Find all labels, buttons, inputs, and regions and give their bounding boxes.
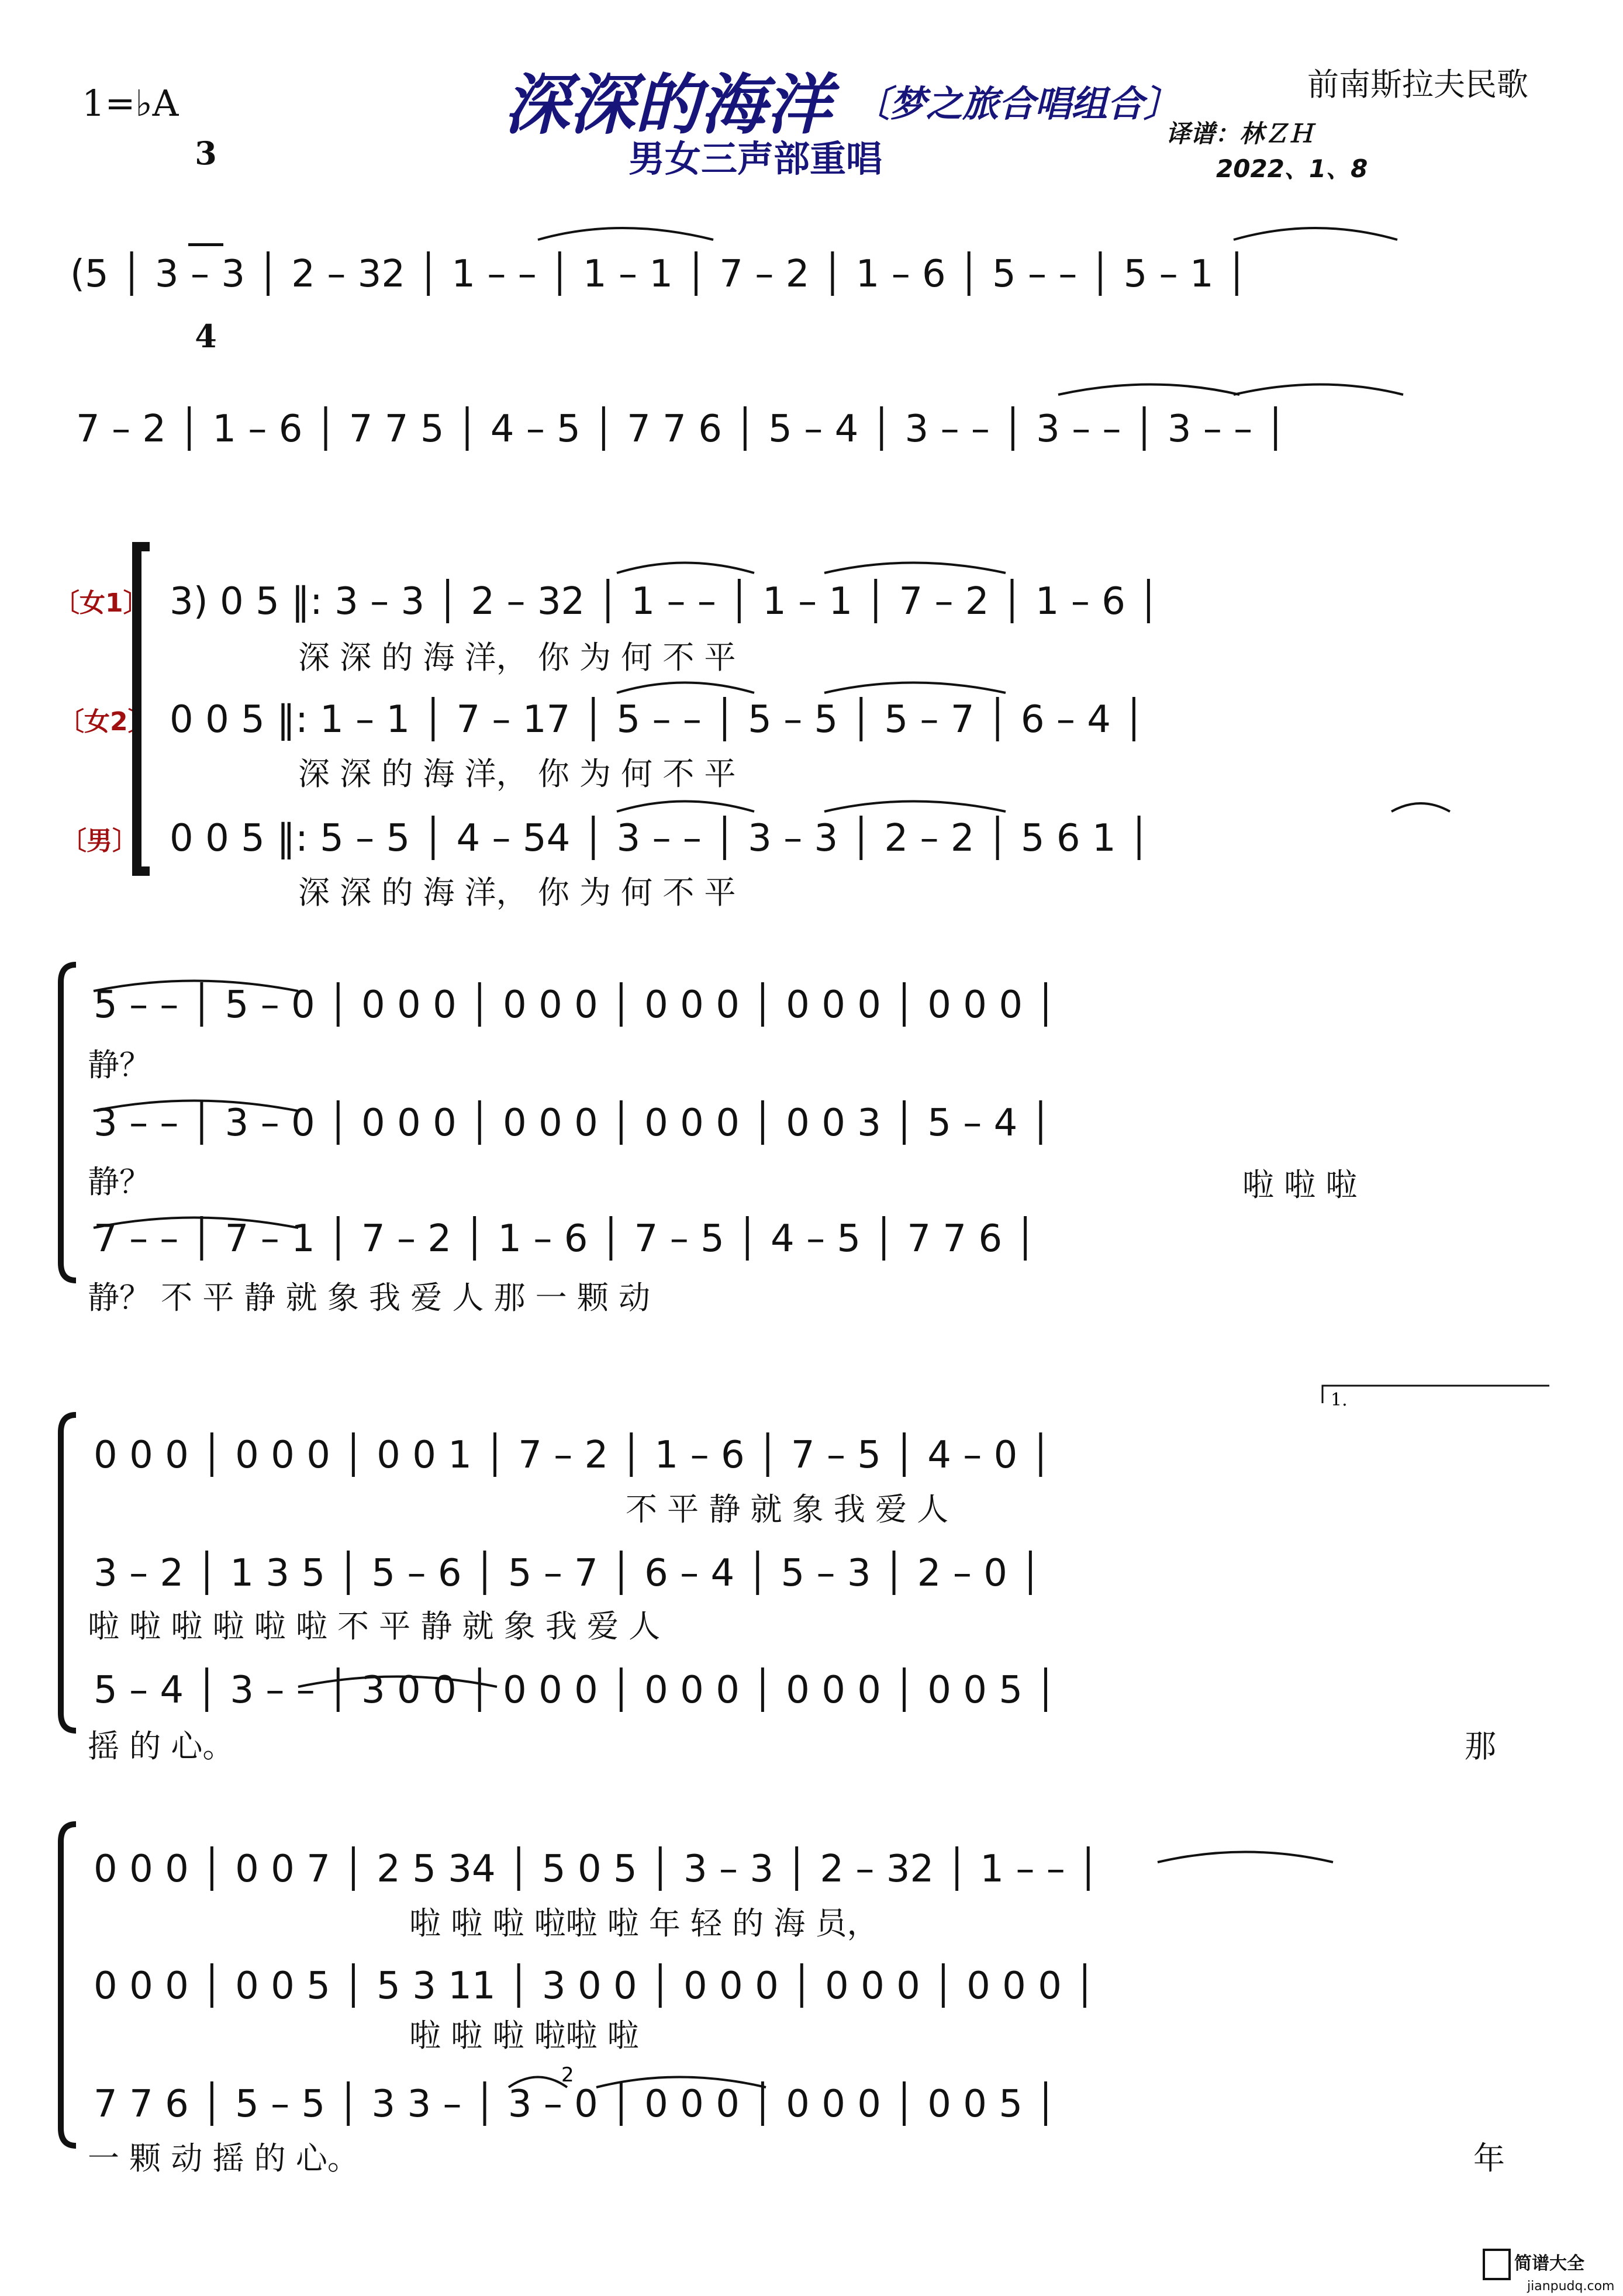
system-brace bbox=[61, 965, 76, 1280]
m-lyrics-system3-b: 那 bbox=[1465, 1728, 1496, 1765]
f1-lyrics-system2: 静？ bbox=[88, 1047, 151, 1083]
m-lyrics-system4-b: 年 bbox=[1473, 2140, 1505, 2177]
slur bbox=[1058, 385, 1239, 395]
m-lyrics-system2: 静？ 不 平 静 就 象 我 爱 人 那 一 颗 动 bbox=[88, 1279, 650, 1316]
f2-lyrics-system2-a: 静？ bbox=[88, 1163, 151, 1200]
f1-notes-system2: 5 – – │ 5 – 0 │ 0 0 0 │ 0 0 0 │ 0 0 0 │ 0 0 0 │ 0 0 0 │ bbox=[94, 983, 1057, 1027]
slur bbox=[1158, 1852, 1333, 1863]
f1-notes-system3: 0 0 0 │ 0 0 0 │ 0 0 1 │ 7 – 2 │ 1 – 6 │ 7 – 5 │ 4 – 0 │ bbox=[94, 1434, 1052, 1477]
intro-line-2: 7 – 2 │ 1 – 6 │ 7 7 5 │ 4 – 5 │ 7 7 6 │ 5 – 4 │ 3 – – │ 3 – – │ 3 – – │ bbox=[76, 408, 1287, 451]
intro-line-1: (5 │ 3 – 3 │ 2 – 32 │ 1 – – │ 1 – 1 │ 7 – 2 │ 1 – 6 │ 5 – – │ 5 – 1 │ bbox=[70, 253, 1248, 296]
watermark-logo-icon bbox=[1483, 2249, 1511, 2280]
m-notes-system3: 5 – 4 │ 3 – – │ 3 0 0 │ 0 0 0 │ 0 0 0 │ 0 0 0 │ 0 0 5 │ bbox=[94, 1669, 1057, 1712]
song-origin: 前南斯拉夫民歌 bbox=[1307, 66, 1528, 103]
watermark-name: 简谱大全 bbox=[1514, 2253, 1584, 2274]
time-signature-bottom: 4 bbox=[195, 317, 217, 355]
arrangement-date: 2022、1、8 bbox=[1216, 154, 1368, 183]
slur bbox=[824, 563, 1006, 574]
f2-notes-system4: 0 0 0 │ 0 0 5 │ 5 3 11 │ 3 0 0 │ 0 0 0 │ 0 0 0 │ 0 0 0 │ bbox=[94, 1964, 1096, 2008]
m-notes-system1: 0 0 5 ‖: 5 – 5 │ 4 – 54 │ 3 – – │ 3 – 3 │ 2 – 2 │ 5 6 1 │ bbox=[170, 817, 1151, 860]
slur bbox=[824, 802, 1006, 812]
part-label-male: 〔男〕 bbox=[61, 826, 138, 856]
f1-lyrics-system3: 不 平 静 就 象 我 爱 人 bbox=[626, 1491, 949, 1528]
f1-lyrics-system4: 啦 啦 啦 啦啦 啦 年 轻 的 海 员， bbox=[409, 1905, 879, 1942]
f2-lyrics-system4: 啦 啦 啦 啦啦 啦 bbox=[409, 2017, 639, 2054]
arranger-credit: 译谱：林ＺＨ bbox=[1166, 119, 1314, 148]
part-label-female2: 〔女2〕 bbox=[58, 707, 154, 737]
f2-notes-system1: 0 0 5 ‖: 1 – 1 │ 7 – 17 │ 5 – – │ 5 – 5 │ 5 – 7 │ 6 – 4 │ bbox=[170, 698, 1145, 741]
f2-lyrics-system2-b: 啦 啦 啦 bbox=[1242, 1166, 1358, 1203]
slur bbox=[1391, 803, 1450, 812]
system-bracket bbox=[137, 547, 150, 871]
volta-number: 1. bbox=[1331, 1390, 1348, 1410]
slur bbox=[617, 683, 754, 693]
m-lyrics-system4-a: 一 颗 动 摇 的 心。 bbox=[88, 2140, 359, 2177]
grace-note: 2 bbox=[561, 2063, 574, 2087]
f1-notes-system1: 3) 0 5 ‖: 3 – 3 │ 2 – 32 │ 1 – – │ 1 – 1 │ 7 – 2 │ 1 – 6 │ bbox=[170, 580, 1160, 623]
f2-notes-system2: 3 – – │ 3 – 0 │ 0 0 0 │ 0 0 0 │ 0 0 0 │ 0 0 3 │ 5 – 4 │ bbox=[94, 1102, 1052, 1145]
key-signature: 1=♭A bbox=[82, 82, 179, 125]
slur bbox=[617, 563, 754, 574]
song-subtitle: 〔梦之旅合唱组合〕 bbox=[854, 82, 1180, 125]
song-title: 深深的海洋 bbox=[504, 67, 831, 143]
m-notes-system2: 7 – – │ 7 – 1 │ 7 – 2 │ 1 – 6 │ 7 – 5 │ 4 – 5 │ 7 7 6 │ bbox=[94, 1217, 1037, 1261]
slur bbox=[1234, 228, 1397, 240]
system-brace bbox=[61, 1824, 76, 2146]
slur bbox=[824, 683, 1006, 693]
volta-bracket bbox=[1322, 1386, 1549, 1403]
m-lyrics-system1: 深 深 的 海 洋， 你 为 何 不 平 bbox=[298, 874, 736, 911]
system-brace bbox=[61, 1415, 76, 1731]
time-signature-top: 3 bbox=[195, 134, 217, 172]
part-label-female1: 〔女1〕 bbox=[54, 588, 149, 618]
f2-lyrics-system1: 深 深 的 海 洋， 你 为 何 不 平 bbox=[298, 755, 736, 792]
f2-notes-system3: 3 – 2 │ 1 3 5 │ 5 – 6 │ 5 – 7 │ 6 – 4 │ 5 – 3 │ 2 – 0 │ bbox=[94, 1552, 1042, 1595]
slur bbox=[617, 802, 754, 812]
m-notes-system4: 7 7 6 │ 5 – 5 │ 3 3 – │ 3 – 0 │ 0 0 0 │ 0 0 0 │ 0 0 5 │ bbox=[94, 2083, 1057, 2126]
f1-lyrics-system1: 深 深 的 海 洋， 你 为 何 不 平 bbox=[298, 639, 736, 676]
slur bbox=[1234, 385, 1403, 395]
voicing-label: 男女三声部重唱 bbox=[629, 137, 883, 180]
watermark-url: jianpudq.com bbox=[1527, 2279, 1615, 2294]
m-lyrics-system3-a: 摇 的 心。 bbox=[88, 1728, 234, 1765]
f1-notes-system4: 0 0 0 │ 0 0 7 │ 2 5 34 │ 5 0 5 │ 3 – 3 │ 2 – 32 │ 1 – – │ bbox=[94, 1848, 1100, 1891]
f2-lyrics-system3: 啦 啦 啦 啦 啦 啦 不 平 静 就 象 我 爱 人 bbox=[88, 1608, 661, 1645]
slur bbox=[538, 228, 713, 240]
